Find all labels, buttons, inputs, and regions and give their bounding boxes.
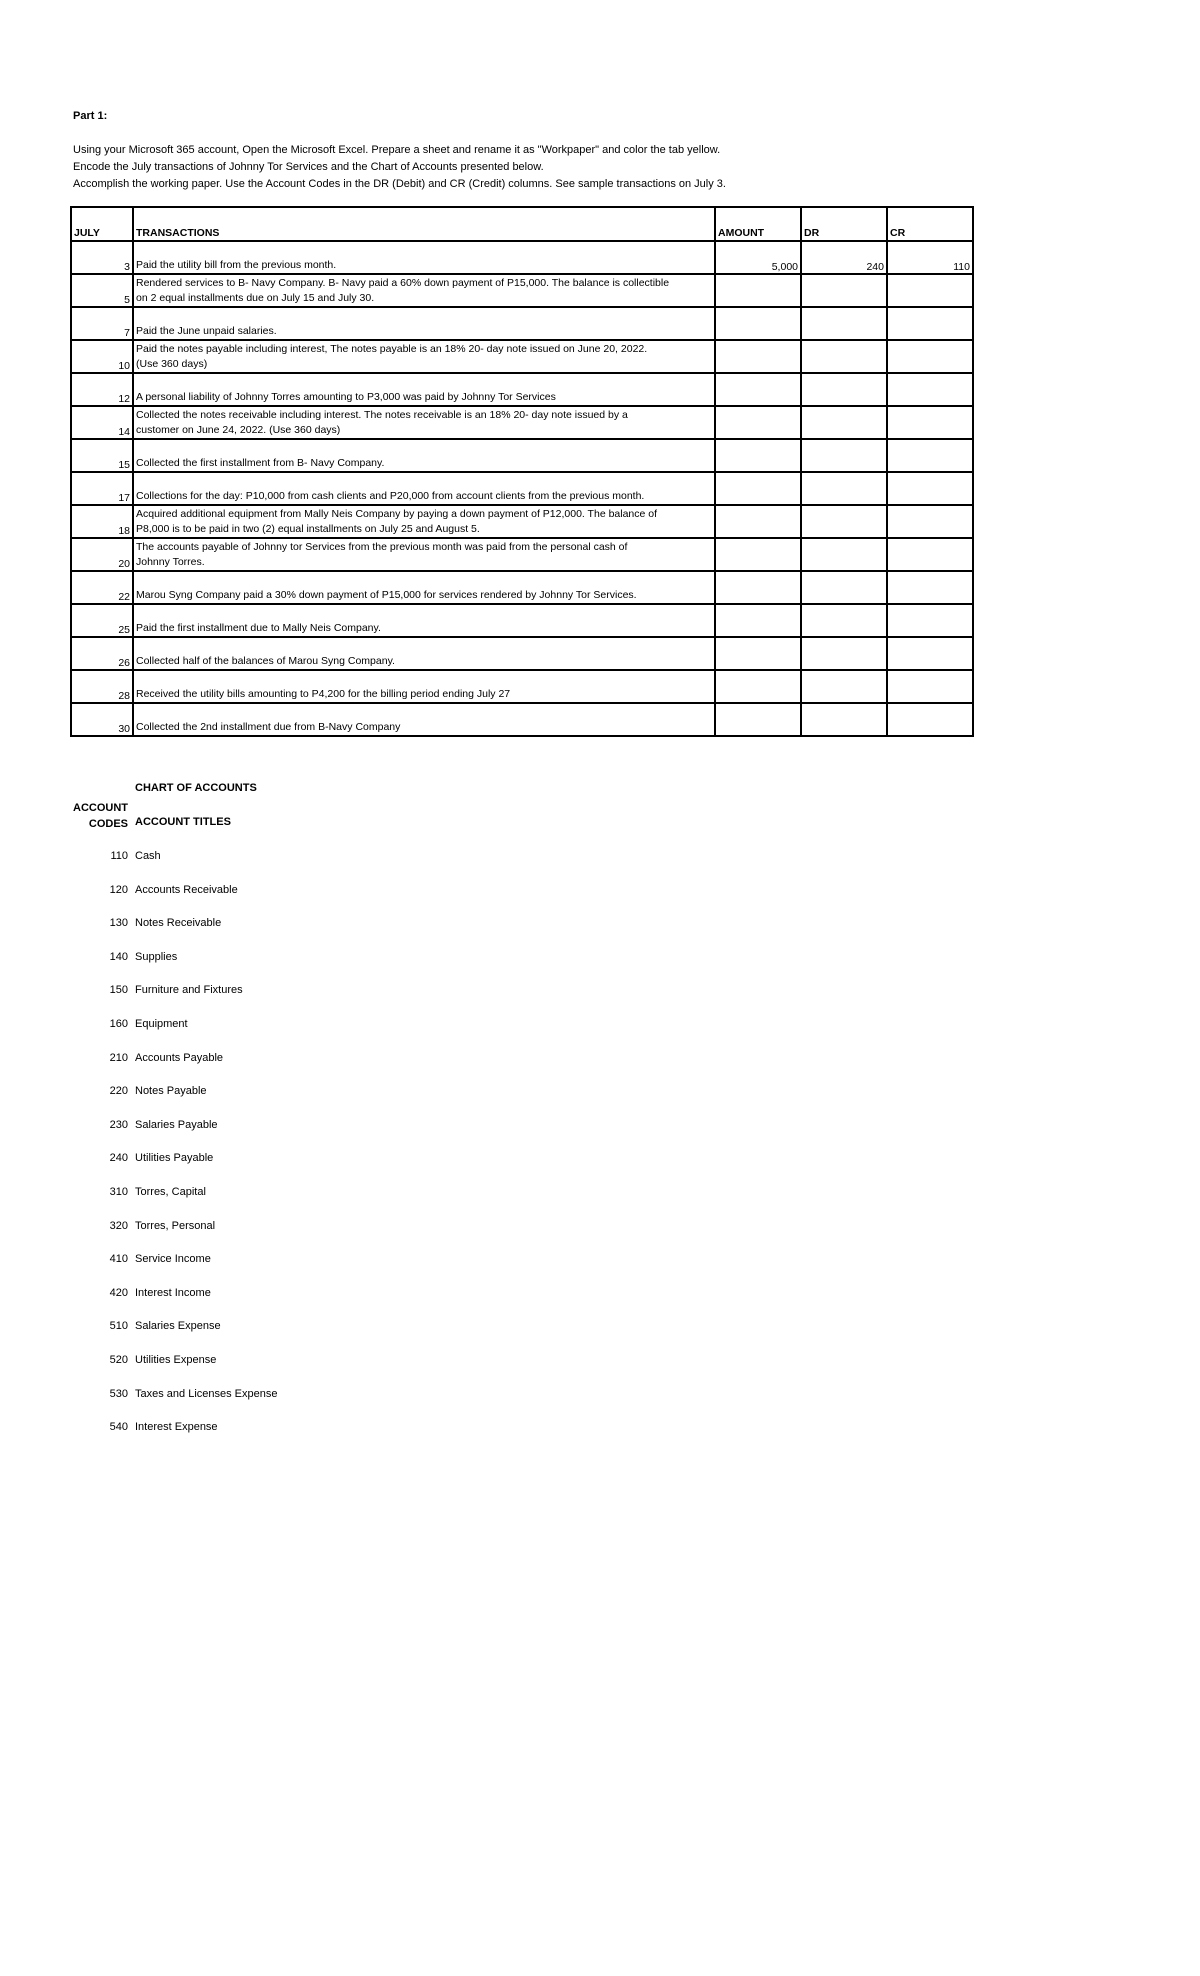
account-code: 530 [109, 1387, 128, 1400]
transaction-description-line: Acquired additional equipment from Mally Neis Company by paying a down payment of P12,000. The balance of [136, 508, 658, 520]
transaction-day[interactable]: 15 [71, 439, 133, 472]
account-code: 160 [109, 1018, 128, 1030]
transaction-amount-cell[interactable] [715, 538, 801, 571]
transaction-description[interactable] [133, 637, 715, 670]
transaction-day[interactable]: 17 [71, 472, 133, 505]
account-row [70, 1018, 188, 1030]
transaction-description[interactable] [133, 505, 715, 538]
transaction-amount-cell[interactable] [715, 340, 801, 373]
transaction-day[interactable]: 3 [71, 241, 133, 274]
account-row [70, 1354, 216, 1366]
account-code: 140 [109, 950, 128, 963]
transaction-dr-cell[interactable] [801, 637, 887, 670]
account-title: Utilities Expense [135, 1354, 217, 1366]
account-title: Salaries Expense [135, 1320, 221, 1333]
account-codes-header-line2: CODES [88, 818, 128, 830]
account-code: 540 [109, 1421, 128, 1434]
account-code: 230 [109, 1118, 128, 1131]
transaction-day[interactable]: 14 [71, 406, 133, 439]
account-title: Accounts Receivable [135, 883, 238, 896]
transaction-description-line: Received the utility bills amounting to P4,200 for the billing period ending July 27 [136, 688, 511, 700]
transaction-description-line: on 2 equal installments due on July 15 and July 30. [136, 292, 375, 304]
transaction-amount-cell[interactable] [715, 703, 801, 736]
table-row [71, 373, 973, 406]
account-title: Torres, Capital [135, 1186, 206, 1198]
account-row [70, 1253, 211, 1265]
transaction-dr-cell[interactable] [801, 439, 887, 472]
account-code: 110 [110, 850, 128, 862]
account-code: 220 [109, 1085, 128, 1098]
account-code: 130 [109, 917, 128, 930]
transaction-description-line: Collections for the day: P10,000 from cash clients and P20,000 from account clients from the previous month. [136, 490, 645, 502]
transaction-dr-cell[interactable]: 240 [801, 241, 887, 274]
part-title: Part 1: [73, 110, 108, 122]
account-row [70, 917, 221, 929]
account-code: 210 [109, 1051, 128, 1064]
table-row [71, 571, 973, 604]
transaction-description-line: Paid the first installment due to Mally Neis Company. [136, 622, 381, 634]
transaction-description-line: Collected the 2nd installment due from B-Navy Company [136, 721, 401, 733]
transaction-amount-cell[interactable] [715, 406, 801, 439]
transaction-description-line: Collected the first installment from B- Navy Company. [136, 457, 385, 469]
transaction-description-line: Paid the utility bill from the previous month. [136, 259, 337, 271]
transaction-dr-cell[interactable] [801, 274, 887, 307]
account-code: 120 [109, 883, 128, 896]
account-row [70, 1085, 207, 1097]
transaction-cr-cell[interactable] [887, 373, 973, 406]
transaction-dr-cell[interactable] [801, 571, 887, 604]
transaction-description-line: Rendered services to B- Navy Company. B- Navy paid a 60% down payment of P15,000. The balance is collectible [136, 277, 670, 289]
transaction-description-line: Paid the June unpaid salaries. [136, 325, 277, 337]
transactions-table [70, 206, 974, 737]
chart-of-accounts-title: CHART OF ACCOUNTS [135, 782, 257, 794]
transaction-dr-cell[interactable] [801, 406, 887, 439]
account-title: Interest Expense [135, 1421, 218, 1434]
transaction-dr-cell[interactable] [801, 703, 887, 736]
account-code: 320 [109, 1219, 128, 1232]
account-title: Cash [135, 850, 161, 862]
account-title: Accounts Payable [135, 1051, 224, 1064]
account-row [70, 1220, 215, 1232]
account-title: Furniture and Fixtures [135, 984, 243, 997]
transaction-amount-cell[interactable] [715, 505, 801, 538]
table-row [71, 406, 973, 439]
transaction-amount-cell[interactable] [715, 637, 801, 670]
transaction-cr-cell[interactable] [887, 505, 973, 538]
account-code: 240 [109, 1152, 128, 1165]
account-row [70, 984, 243, 996]
instruction-line: Encode the July transactions of Johnny Tor Services and the Chart of Accounts presented below. [73, 161, 544, 173]
transaction-day[interactable]: 7 [71, 307, 133, 340]
transaction-description[interactable] [133, 241, 715, 274]
transaction-cr-cell[interactable] [887, 439, 973, 472]
transaction-description-line: (Use 360 days) [136, 358, 208, 370]
transaction-cr-cell[interactable] [887, 637, 973, 670]
account-code: 410 [109, 1253, 128, 1266]
transaction-description[interactable] [133, 604, 715, 637]
instructions [73, 142, 726, 193]
account-code: 310 [109, 1186, 128, 1198]
header-july: JULY [71, 207, 133, 241]
account-titles-header: ACCOUNT TITLES [135, 816, 231, 828]
transaction-amount-cell[interactable] [715, 439, 801, 472]
transaction-cr-cell[interactable] [887, 703, 973, 736]
transaction-amount-cell[interactable] [715, 274, 801, 307]
table-row [71, 538, 973, 571]
header-transactions: TRANSACTIONS [133, 207, 715, 241]
transaction-amount-cell[interactable]: 5,000 [715, 241, 801, 274]
transaction-dr-cell[interactable] [801, 340, 887, 373]
transaction-cr-cell[interactable] [887, 472, 973, 505]
table-row [71, 241, 973, 274]
account-row [70, 1421, 218, 1433]
account-title: Supplies [135, 950, 178, 963]
header-amount: AMOUNT [715, 207, 801, 241]
transaction-description-line: P8,000 is to be paid in two (2) equal installments on July 25 and August 5. [136, 523, 480, 535]
transaction-description[interactable] [133, 307, 715, 340]
account-row [70, 1287, 211, 1299]
transaction-cr-cell[interactable]: 110 [887, 241, 973, 274]
account-row [70, 1119, 218, 1131]
transaction-description[interactable] [133, 340, 715, 373]
transaction-description[interactable] [133, 670, 715, 703]
transaction-cr-cell[interactable] [887, 406, 973, 439]
account-row [70, 884, 238, 896]
transaction-dr-cell[interactable] [801, 472, 887, 505]
transaction-day[interactable]: 20 [71, 538, 133, 571]
transaction-description[interactable] [133, 406, 715, 439]
table-header-row [71, 207, 973, 241]
transaction-cr-cell[interactable] [887, 538, 973, 571]
transaction-day[interactable]: 5 [71, 274, 133, 307]
transaction-description-line: customer on June 24, 2022. (Use 360 days) [136, 424, 341, 436]
transaction-description-line: The accounts payable of Johnny tor Services from the previous month was paid from the personal cash of [136, 541, 628, 553]
transaction-dr-cell[interactable] [801, 670, 887, 703]
transaction-dr-cell[interactable] [801, 373, 887, 406]
transaction-day[interactable]: 30 [71, 703, 133, 736]
account-title: Salaries Payable [135, 1118, 218, 1131]
account-row [70, 1052, 223, 1064]
transaction-amount-cell[interactable] [715, 373, 801, 406]
transaction-description-line: A personal liability of Johnny Torres amounting to P3,000 was paid by Johnny Tor Services [136, 391, 556, 403]
transaction-cr-cell[interactable] [887, 307, 973, 340]
table-row [71, 472, 973, 505]
transaction-day[interactable]: 28 [71, 670, 133, 703]
transaction-description-line: Johnny Torres. [136, 556, 205, 568]
transaction-day[interactable]: 10 [71, 340, 133, 373]
transaction-cr-cell[interactable] [887, 604, 973, 637]
table-row [71, 439, 973, 472]
transaction-description-line: Collected the notes receivable including interest. The notes receivable is an 18% 20- day note issued by a [136, 409, 628, 421]
transaction-amount-cell[interactable] [715, 472, 801, 505]
transaction-description[interactable] [133, 439, 715, 472]
account-title: Utilities Payable [135, 1152, 214, 1165]
transaction-amount-cell[interactable] [715, 670, 801, 703]
transaction-cr-cell[interactable] [887, 670, 973, 703]
account-row [70, 1152, 213, 1164]
account-title: Taxes and Licenses Expense [135, 1387, 278, 1400]
transaction-dr-cell[interactable] [801, 538, 887, 571]
transaction-dr-cell[interactable] [801, 505, 887, 538]
transaction-day[interactable]: 25 [71, 604, 133, 637]
account-code: 420 [109, 1286, 128, 1299]
transaction-description[interactable] [133, 472, 715, 505]
table-row [71, 703, 973, 736]
transaction-description[interactable] [133, 373, 715, 406]
transaction-day[interactable]: 22 [71, 571, 133, 604]
transaction-day[interactable]: 12 [71, 373, 133, 406]
transaction-cr-cell[interactable] [887, 571, 973, 604]
account-title: Interest Income [135, 1286, 211, 1299]
transaction-description-line: Marou Syng Company paid a 30% down payment of P15,000 for services rendered by Johnny Tor Services. [136, 589, 637, 601]
table-row [71, 604, 973, 637]
transaction-description-line: Paid the notes payable including interest, The notes payable is an 18% 20- day note issued on June 20, 2022. [136, 343, 648, 355]
transaction-description-line: Collected half of the balances of Marou Syng Company. [136, 655, 395, 667]
account-title: Service Income [135, 1253, 211, 1266]
account-row [70, 850, 161, 862]
transaction-dr-cell[interactable] [801, 604, 887, 637]
header-cr: CR [887, 207, 973, 241]
transaction-description[interactable] [133, 703, 715, 736]
instruction-line: Using your Microsoft 365 account, Open the Microsoft Excel. Prepare a sheet and rename it as "Workpaper" and color the tab yellow. [73, 144, 721, 156]
account-title: Torres, Personal [135, 1219, 216, 1232]
table-row [71, 505, 973, 538]
table-row [71, 307, 973, 340]
header-dr: DR [801, 207, 887, 241]
account-codes-header-line1: ACCOUNT [73, 802, 128, 814]
transaction-day[interactable]: 26 [71, 637, 133, 670]
transaction-description[interactable] [133, 274, 715, 307]
account-row [70, 1388, 277, 1400]
account-codes-header [70, 800, 128, 832]
transaction-amount-cell[interactable] [715, 604, 801, 637]
transaction-day[interactable]: 18 [71, 505, 133, 538]
transaction-amount-cell[interactable] [715, 307, 801, 340]
table-row [71, 340, 973, 373]
account-title: Notes Receivable [135, 917, 222, 930]
account-code: 150 [109, 984, 128, 997]
account-code: 520 [109, 1354, 128, 1366]
transaction-cr-cell[interactable] [887, 340, 973, 373]
transaction-cr-cell[interactable] [887, 274, 973, 307]
account-code: 510 [109, 1320, 128, 1333]
table-row [71, 274, 973, 307]
account-title: Notes Payable [135, 1085, 207, 1098]
table-row [71, 670, 973, 703]
table-row [71, 637, 973, 670]
transaction-amount-cell[interactable] [715, 571, 801, 604]
instruction-line: Accomplish the working paper. Use the Account Codes in the DR (Debit) and CR (Credit) columns. See sample transactions on July 3. [73, 178, 726, 190]
transaction-dr-cell[interactable] [801, 307, 887, 340]
account-row [70, 1186, 206, 1198]
transaction-description[interactable] [133, 571, 715, 604]
account-title: Equipment [135, 1018, 188, 1030]
account-row [70, 951, 177, 963]
transaction-description[interactable] [133, 538, 715, 571]
account-row [70, 1320, 221, 1332]
